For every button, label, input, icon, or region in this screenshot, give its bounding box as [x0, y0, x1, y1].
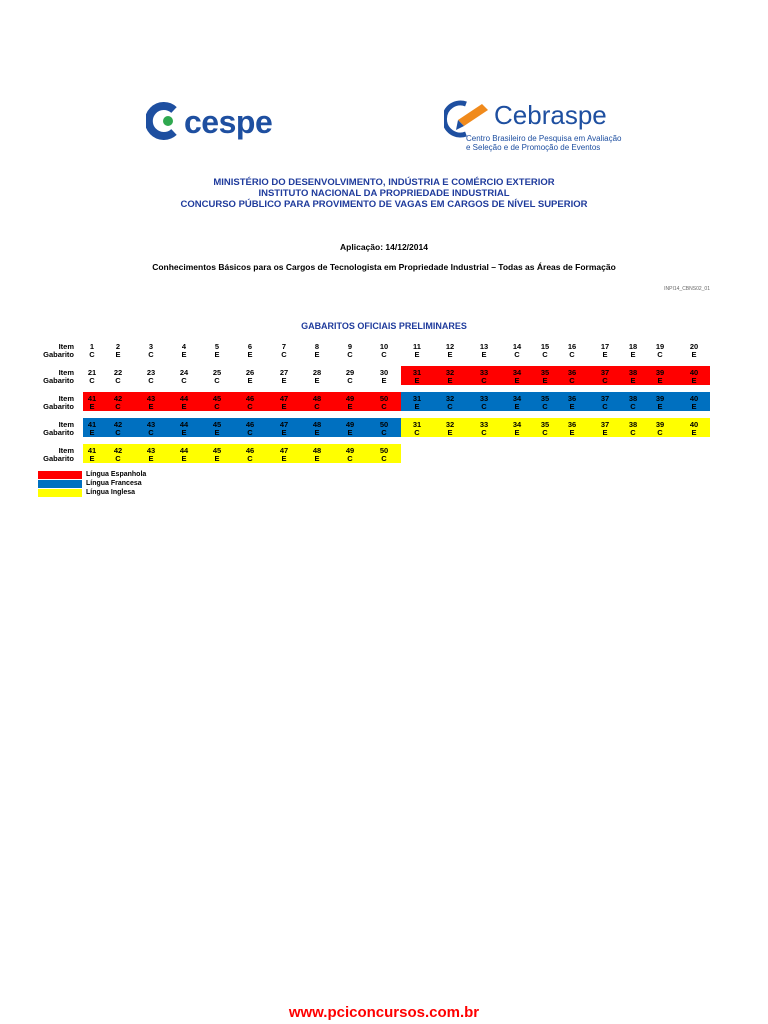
item-number: 38 — [628, 394, 638, 403]
legend-entry — [38, 489, 158, 497]
exam-subtitle: Conhecimentos Básicos para os Cargos de Tecnologista em Propriedade Industrial – Todas as Áreas de Formação — [152, 262, 616, 272]
item-number: 50 — [379, 420, 389, 429]
answer-value: E — [281, 402, 287, 411]
answer-value: C — [347, 376, 353, 385]
answer-value: C — [247, 454, 253, 463]
answer-value: E — [148, 402, 154, 411]
item-number: 50 — [379, 394, 389, 403]
item-number: 43 — [146, 446, 156, 455]
item-number: 25 — [212, 368, 222, 377]
answer-value: C — [115, 454, 121, 463]
item-number: 46 — [245, 446, 255, 455]
item-number: 38 — [628, 368, 638, 377]
answer-value: E — [214, 454, 220, 463]
answer-value: E — [691, 350, 697, 359]
answer-value: C — [148, 428, 154, 437]
item-number: 16 — [567, 342, 577, 351]
cespe-logo-mark — [146, 102, 182, 140]
item-number: 29 — [345, 368, 355, 377]
item-number: 42 — [113, 420, 123, 429]
answer-value: E — [691, 402, 697, 411]
answer-value: C — [481, 428, 487, 437]
answer-value: E — [89, 428, 95, 437]
answer-value: C — [247, 402, 253, 411]
answer-value: E — [214, 350, 220, 359]
answer-value: C — [481, 402, 487, 411]
item-number: 3 — [148, 342, 154, 351]
answer-value: C — [115, 402, 121, 411]
answer-value: E — [447, 350, 453, 359]
answer-value: E — [569, 428, 575, 437]
item-number: 34 — [512, 420, 522, 429]
item-number: 37 — [600, 420, 610, 429]
answer-value: C — [657, 350, 663, 359]
answer-value: C — [630, 402, 636, 411]
item-number: 47 — [279, 394, 289, 403]
answer-value: E — [115, 350, 121, 359]
answer-value: E — [447, 428, 453, 437]
cebraspe-tagline — [466, 134, 626, 152]
answer-value: C — [602, 376, 608, 385]
answer-value: E — [602, 350, 608, 359]
item-number: 48 — [312, 420, 322, 429]
cebraspe-tagline-line2: e Seleção e de Promoção de Eventos — [466, 143, 601, 152]
item-number: 40 — [689, 368, 699, 377]
answer-value: C — [447, 402, 453, 411]
answer-value: C — [381, 402, 387, 411]
answer-value: C — [214, 402, 220, 411]
answer-value: C — [542, 428, 548, 437]
item-number: 17 — [600, 342, 610, 351]
answer-value: C — [214, 376, 220, 385]
item-number: 32 — [445, 420, 455, 429]
answer-value: E — [181, 428, 187, 437]
answer-value: E — [214, 428, 220, 437]
item-number: 32 — [445, 394, 455, 403]
answer-value: E — [247, 376, 253, 385]
answer-value: C — [148, 350, 154, 359]
application-date: Aplicação: 14/12/2014 — [340, 242, 428, 252]
item-number: 11 — [413, 342, 421, 351]
item-number: 28 — [312, 368, 322, 377]
answer-value: E — [347, 428, 353, 437]
answer-value: E — [514, 402, 520, 411]
item-number: 42 — [113, 394, 123, 403]
item-number: 36 — [567, 368, 577, 377]
item-number: 13 — [479, 342, 489, 351]
answer-value: E — [542, 376, 548, 385]
item-number: 42 — [113, 446, 123, 455]
row-5-gabarito-label: Gabarito — [43, 454, 74, 463]
item-number: 35 — [540, 394, 550, 403]
item-number: 1 — [89, 342, 95, 351]
answer-value: E — [181, 350, 187, 359]
answer-value: E — [691, 428, 697, 437]
item-number: 39 — [655, 394, 665, 403]
answer-value: E — [657, 376, 663, 385]
item-number: 46 — [245, 394, 255, 403]
answer-value: E — [602, 428, 608, 437]
footer-url[interactable]: www.pciconcursos.com.br — [288, 1004, 480, 1021]
cebraspe-logo-mark — [444, 98, 494, 138]
answer-value: E — [657, 402, 663, 411]
row-4-item-label: Item — [58, 420, 74, 429]
answer-value: C — [381, 428, 387, 437]
item-number: 22 — [113, 368, 123, 377]
item-number: 14 — [512, 342, 522, 351]
answer-value: C — [89, 350, 95, 359]
row-2-item-label: Item — [58, 368, 74, 377]
answer-value: C — [381, 454, 387, 463]
answer-value: E — [347, 402, 353, 411]
legend-entry — [38, 480, 158, 488]
answer-value: C — [247, 428, 253, 437]
item-number: 45 — [212, 446, 222, 455]
item-number: 44 — [179, 394, 189, 403]
item-number: 37 — [600, 394, 610, 403]
answer-value: C — [314, 402, 320, 411]
item-number: 40 — [689, 420, 699, 429]
item-number: 5 — [214, 342, 220, 351]
legend-swatch — [38, 480, 82, 488]
item-number: 47 — [279, 446, 289, 455]
answer-value: E — [447, 376, 453, 385]
item-number: 18 — [628, 342, 638, 351]
item-number: 45 — [212, 420, 222, 429]
item-number: 21 — [87, 368, 97, 377]
legend-swatch — [38, 489, 82, 497]
header-line-contest: CONCURSO PÚBLICO PARA PROVIMENTO DE VAGAS EM CARGOS DE NÍVEL SUPERIOR — [180, 199, 588, 210]
gabarito-title: GABARITOS OFICIAIS PRELIMINARES — [301, 321, 467, 331]
legend-label: Língua Francesa — [86, 480, 142, 487]
item-number: 40 — [689, 394, 699, 403]
cespe-logo — [146, 100, 286, 146]
item-number: 9 — [347, 342, 353, 351]
answer-value: C — [542, 350, 548, 359]
item-number: 34 — [512, 368, 522, 377]
answer-value: E — [148, 454, 154, 463]
answer-value: E — [281, 428, 287, 437]
answer-value: C — [657, 428, 663, 437]
answer-value: E — [414, 376, 420, 385]
answer-value: E — [314, 454, 320, 463]
item-number: 31 — [412, 420, 422, 429]
item-number: 36 — [567, 394, 577, 403]
answer-value: E — [181, 402, 187, 411]
answer-value: C — [89, 376, 95, 385]
answer-value: E — [281, 454, 287, 463]
answer-value: C — [181, 376, 187, 385]
header-line-ministry: MINISTÉRIO DO DESENVOLVIMENTO, INDÚSTRIA E COMÉRCIO EXTERIOR — [213, 177, 555, 188]
item-number: 43 — [146, 394, 156, 403]
item-number: 31 — [412, 394, 422, 403]
answer-value: E — [481, 350, 487, 359]
item-number: 30 — [379, 368, 389, 377]
item-number: 33 — [479, 368, 489, 377]
answer-value: E — [691, 376, 697, 385]
answer-value: E — [314, 428, 320, 437]
row-4-gabarito-label: Gabarito — [43, 428, 74, 437]
item-number: 47 — [279, 420, 289, 429]
document-code: INPI14_CBNS02_01 — [664, 286, 710, 292]
item-number: 46 — [245, 420, 255, 429]
answer-value: C — [148, 376, 154, 385]
legend-entry — [38, 471, 158, 479]
answer-value: C — [514, 350, 520, 359]
answer-value: C — [347, 350, 353, 359]
row-3-gabarito-label: Gabarito — [43, 402, 74, 411]
item-number: 39 — [655, 420, 665, 429]
item-number: 33 — [479, 394, 489, 403]
item-number: 27 — [279, 368, 289, 377]
answer-value: E — [630, 350, 636, 359]
item-number: 26 — [245, 368, 255, 377]
item-number: 34 — [512, 394, 522, 403]
answer-value: E — [414, 402, 420, 411]
answer-value: E — [314, 376, 320, 385]
answer-value: E — [281, 376, 287, 385]
item-number: 48 — [312, 446, 322, 455]
cespe-logo-text: cespe — [184, 104, 273, 140]
answer-value: E — [414, 350, 420, 359]
item-number: 20 — [689, 342, 699, 351]
item-number: 23 — [146, 368, 156, 377]
item-number: 15 — [540, 342, 550, 351]
item-number: 35 — [540, 420, 550, 429]
item-number: 4 — [181, 342, 187, 351]
answer-value: C — [630, 428, 636, 437]
answer-value: E — [569, 402, 575, 411]
row-3-item-label: Item — [58, 394, 74, 403]
cebraspe-logo — [444, 96, 624, 156]
item-number: 10 — [379, 342, 389, 351]
answer-value: E — [314, 350, 320, 359]
answer-value: E — [514, 428, 520, 437]
item-number: 12 — [445, 342, 455, 351]
item-number: 45 — [212, 394, 222, 403]
answer-value: C — [115, 428, 121, 437]
item-number: 24 — [179, 368, 189, 377]
item-number: 49 — [345, 394, 355, 403]
answer-value: C — [602, 402, 608, 411]
row-1-gabarito-label: Gabarito — [43, 350, 74, 359]
item-number: 44 — [179, 420, 189, 429]
answer-value: C — [481, 376, 487, 385]
cebraspe-logo-text: Cebraspe — [494, 100, 607, 130]
item-number: 33 — [479, 420, 489, 429]
legend-label: Língua Inglesa — [86, 489, 136, 496]
answer-value: E — [514, 376, 520, 385]
answer-value: C — [115, 376, 121, 385]
item-number: 6 — [247, 342, 253, 351]
answer-value: E — [381, 376, 387, 385]
row-2-gabarito-label: Gabarito — [43, 376, 74, 385]
item-number: 37 — [600, 368, 610, 377]
answer-value: C — [381, 350, 387, 359]
answer-value: C — [414, 428, 420, 437]
cebraspe-tagline-line1: Centro Brasileiro de Pesquisa em Avaliação — [466, 134, 622, 143]
item-number: 2 — [115, 342, 121, 351]
item-number: 35 — [540, 368, 550, 377]
answer-value: E — [181, 454, 187, 463]
item-number: 31 — [412, 368, 422, 377]
item-number: 50 — [379, 446, 389, 455]
item-number: 44 — [179, 446, 189, 455]
item-number: 41 — [87, 446, 97, 455]
item-number: 48 — [312, 394, 322, 403]
item-number: 8 — [314, 342, 320, 351]
item-number: 49 — [345, 420, 355, 429]
legend-swatch — [38, 471, 82, 479]
header-line-institute: INSTITUTO NACIONAL DA PROPRIEDADE INDUSTRIAL — [258, 188, 510, 199]
item-number: 39 — [655, 368, 665, 377]
row-5-item-label: Item — [58, 446, 74, 455]
answer-value: E — [247, 350, 253, 359]
item-number: 41 — [87, 394, 97, 403]
answer-value: C — [569, 376, 575, 385]
answer-value: E — [89, 454, 95, 463]
item-number: 7 — [281, 342, 287, 351]
item-number: 36 — [567, 420, 577, 429]
answer-value: C — [281, 350, 287, 359]
item-number: 19 — [655, 342, 665, 351]
answer-value: C — [569, 350, 575, 359]
item-number: 43 — [146, 420, 156, 429]
item-number: 41 — [87, 420, 97, 429]
answer-value: E — [630, 376, 636, 385]
legend-label: Língua Espanhola — [86, 471, 147, 478]
item-number: 32 — [445, 368, 455, 377]
answer-value: C — [347, 454, 353, 463]
answer-value: C — [542, 402, 548, 411]
row-1-item-label: Item — [58, 342, 74, 351]
item-number: 49 — [345, 446, 355, 455]
item-number: 38 — [628, 420, 638, 429]
answer-value: E — [89, 402, 95, 411]
